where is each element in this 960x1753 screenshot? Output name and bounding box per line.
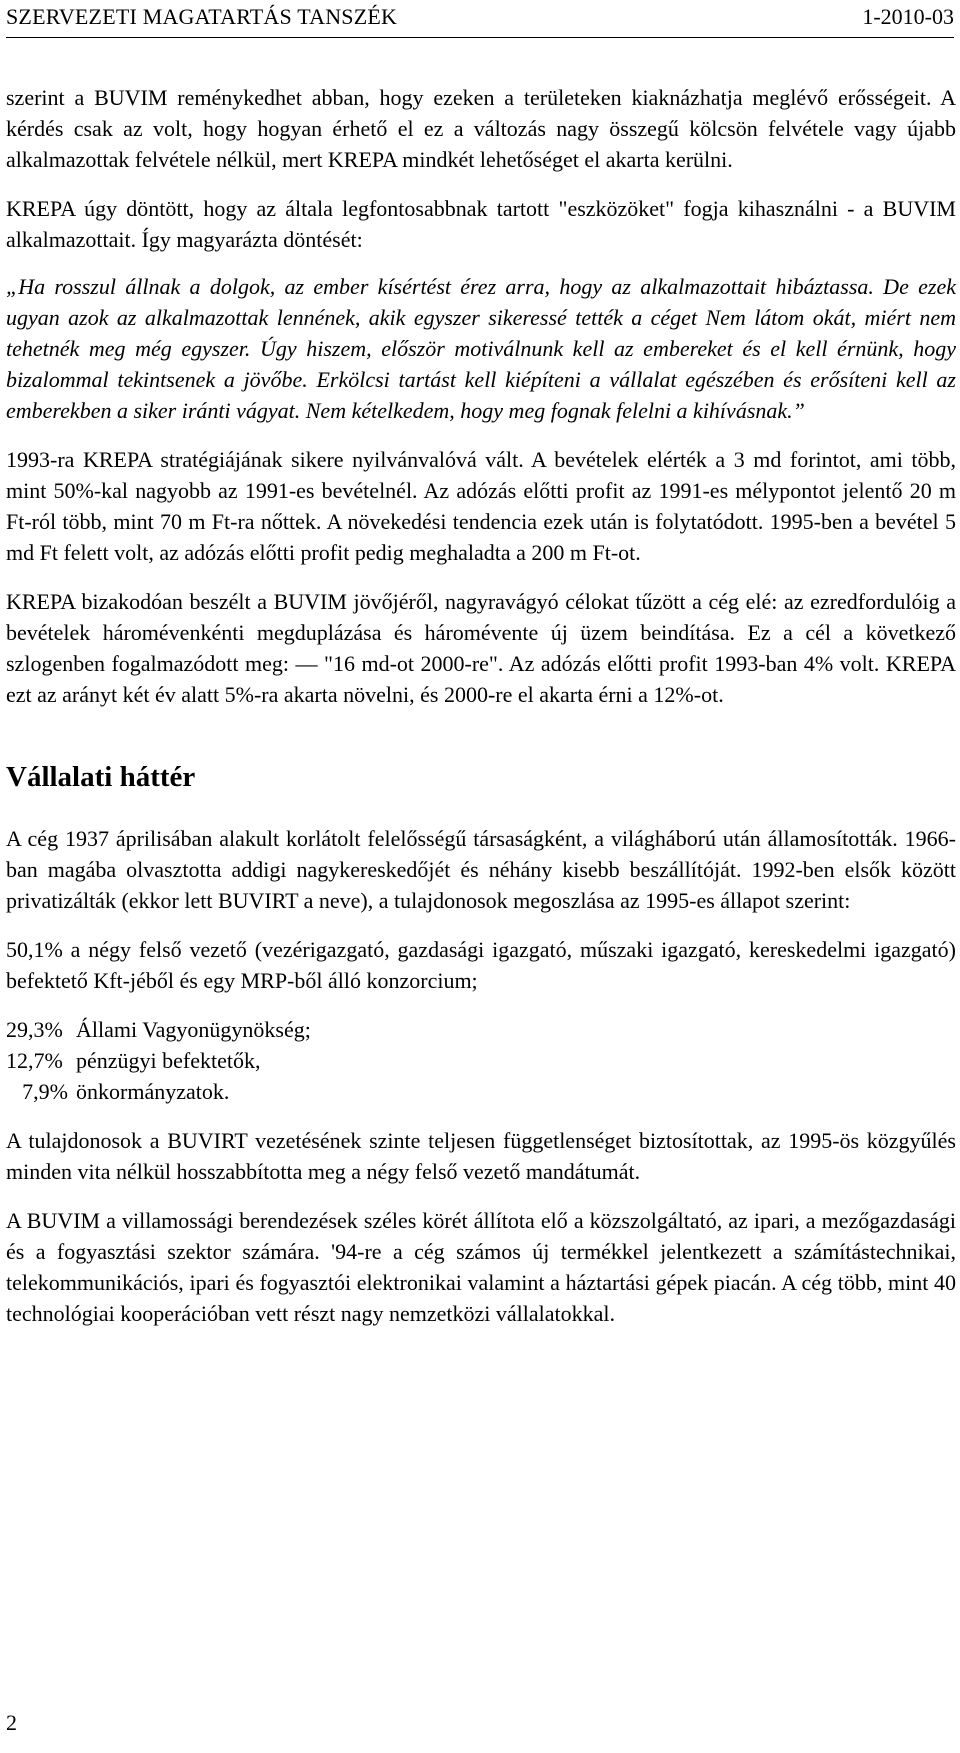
ownership-item <box>6 1014 956 1045</box>
paragraph: KREPA bizakodóan beszélt a BUVIM jövőjéről, nagyravágyó célokat tűzött a cég elé: az ezredfordulóig a bevételek háromévenkénti megduplázása és háromévente új üzem beindítása. Ez a cél a következő szlogenben fogalmazódott meg: — "16 md-ot 2000-re". Az adózás előtti profit 1993-ban 4% volt. KREPA ezt az arányt két év alatt 5%-ra akarta növelni, és 2000-re el akarta érni a 12%-ot. <box>6 589 956 707</box>
ownership-percent: 29,3% <box>6 1017 63 1042</box>
ownership-percent: 7,9% <box>22 1079 68 1104</box>
ownership-text: önkormányzatok. <box>76 1079 230 1104</box>
document-code: 1-2010-03 <box>862 4 954 29</box>
department-name: SZERVEZETI MAGATARTÁS TANSZÉK <box>6 4 398 29</box>
page-number: 2 <box>6 1710 17 1735</box>
ownership-list <box>6 934 956 1107</box>
section-heading: Vállalati háttér <box>6 761 196 793</box>
page-body <box>6 82 956 1347</box>
paragraph: 1993-ra KREPA stratégiájának sikere nyilvánvalóvá vált. A bevételek elérték a 3 md forintot, ami több, mint 50%-kal nagyobb az 1991-es bevételnél. Az adózás előtti profit az 1991-es mélypontot jelentő 20 m Ft-ról több, mint 70 m Ft-ra nőttek. A növekedési tendencia ezek után is folytatódott. 1995-ben a bevétel 5 md Ft felett volt, az adózás előtti profit pedig meghaladta a 200 m Ft-ot. <box>6 447 956 565</box>
paragraph: A cég 1937 áprilisában alakult korlátolt felelősségű társaságként, a világháború után államosították. 1966-ban magába olvasztotta addigi nagykereskedőjét és néhány kisebb beszállítóját. 1992-ben elsők között privatizálták (ekkor lett BUVIRT a neve), a tulajdonosok megoszlása az 1995-es állapot szerint: <box>6 826 956 913</box>
ownership-text: Állami Vagyonügynökség; <box>76 1017 311 1042</box>
paragraph: szerint a BUVIM reménykedhet abban, hogy ezeken a területeken kiaknázhatja meglévő erősségeit. A kérdés csak az volt, hogy hogyan érhető el ez a változás nagy összegű kölcsön felvétele vagy újabb alkalmazottak felvétele nélkül, mert KREPA mindkét lehetőséget el akarta kerülni. <box>6 85 956 172</box>
paragraph: A BUVIM a villamossági berendezések széles körét állítota elő a közszolgáltató, az ipari, a mezőgazdasági és a fogyasztási szektor számára. '94-re a cég számos új termékkel jelentkezett a számítástechnikai, telekommunikációs, ipari és fogyasztói elektronikai valamint a háztartási gépek piacán. A cég több, mint 40 technológiai kooperációban vett részt nagy nemzetközi vállalatokkal. <box>6 1208 956 1326</box>
paragraph: A tulajdonosok a BUVIRT vezetésének szinte teljesen függetlenséget biztosítottak, az 1995-ös közgyűlés minden vita nélkül hosszabbította meg a négy felső vezető mandátumát. <box>6 1128 956 1184</box>
ownership-item <box>6 934 956 996</box>
ownership-percent: 50,1% <box>6 937 63 962</box>
quote-paragraph: „Ha rosszul állnak a dolgok, az ember kísértést érez arra, hogy az alkalmazottait hibáztassa. De ezek ugyan azok az alkalmazottak lennének, akik egyszer sikeressé tették a céget Nem látom okát, miért nem tehetnék meg még egyszer. Úgy hiszem, először motiválnunk kell az embereket és el kell érnünk, hogy bizalommal tekintsenek a jövőbe. Erkölcsi tartást kell kiépíteni a vállalat egészében és erősíteni kell az emberekben a siker iránti vágyat. Nem kételkedem, hogy meg fognak felelni a kihívásnak.” <box>6 274 956 423</box>
ownership-item <box>6 1076 956 1107</box>
header-rule <box>6 37 954 38</box>
paragraph: KREPA úgy döntött, hogy az általa legfontosabbnak tartott "eszközöket" fogja kihasználni - a BUVIM alkalmazottait. Így magyarázta döntését: <box>6 196 956 252</box>
ownership-item <box>6 1045 956 1076</box>
ownership-percent: 12,7% <box>6 1048 63 1073</box>
page-header <box>0 0 960 60</box>
ownership-text: a négy felső vezető (vezérigazgató, gazdasági igazgató, műszaki igazgató, kereskedelmi igazgató) befektető Kft-jéből és egy MRP-ből álló konzorcium; <box>6 937 956 993</box>
ownership-text: pénzügyi befektetők, <box>76 1048 261 1073</box>
